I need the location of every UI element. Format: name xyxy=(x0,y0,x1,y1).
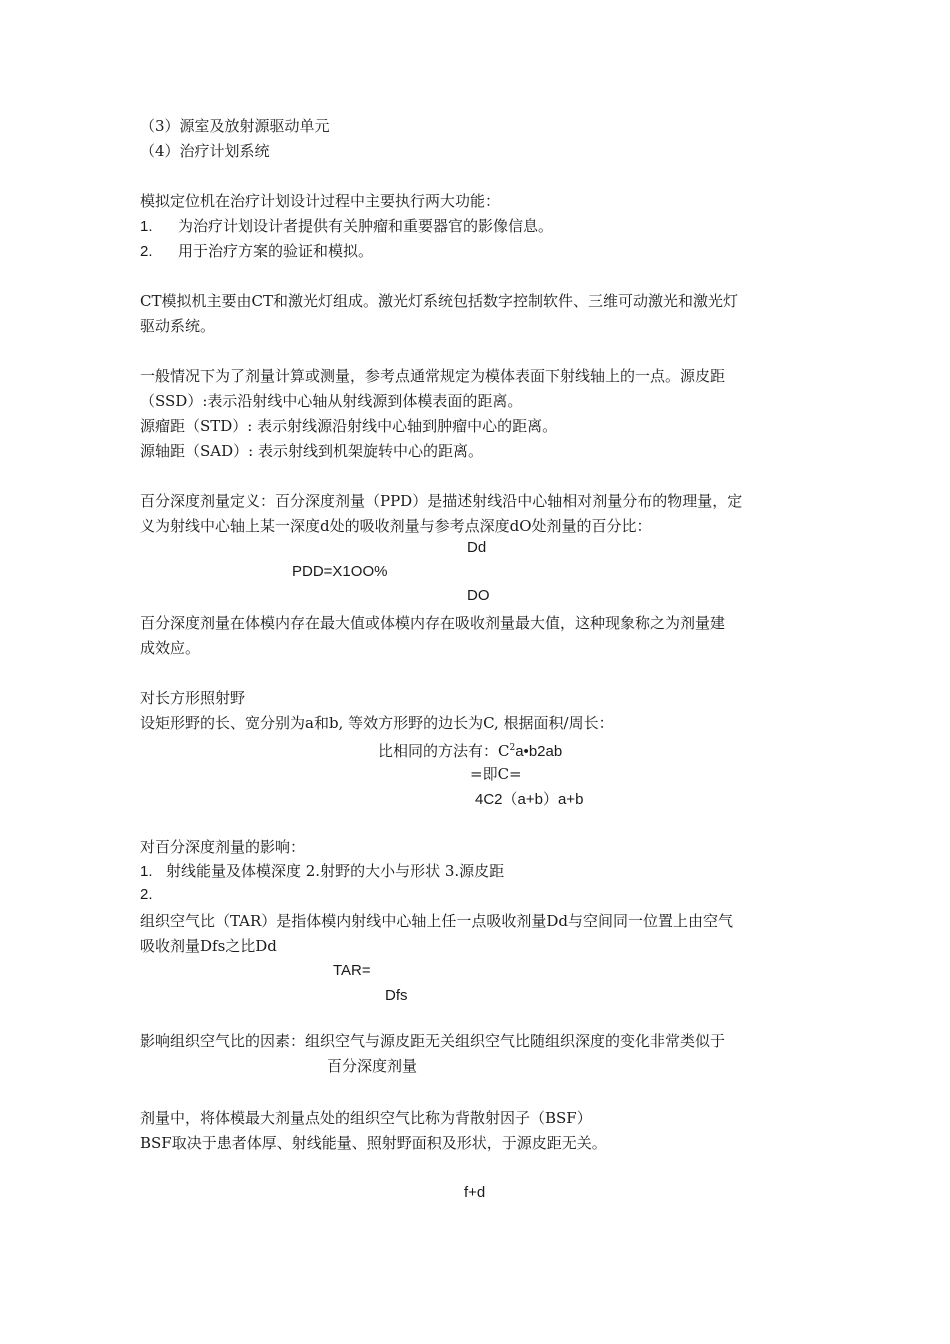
bsf-formula: f+d xyxy=(464,1184,486,1201)
equation-line-3: 4C2（a+b）a+b xyxy=(475,791,584,808)
equivalent-square-equation xyxy=(378,738,562,762)
sad-definition: 源轴距（SAD）: 表示射线到机架旋转中心的距离。 xyxy=(140,442,483,460)
tar-denominator: Dfs xyxy=(385,987,408,1004)
tar-factors-line-2: 百分深度剂量 xyxy=(327,1057,418,1075)
equation-superscript: 2 xyxy=(509,743,516,753)
item-text: 为治疗计划设计者提供有关肿瘤和重要器官的影像信息。 xyxy=(178,217,554,235)
ct-paragraph-line-1: CT模拟机主要由CT和激光灯组成。激光灯系统包括数字控制软件、三维可动激光和激光灯 xyxy=(140,292,738,310)
buildup-line-2: 成效应。 xyxy=(140,639,201,657)
tar-formula: TAR= xyxy=(333,962,371,979)
item-number: 1. xyxy=(140,218,153,235)
ppd-definition-line-1: 百分深度剂量定义：百分深度剂量（PPD）是描述射线沿中心轴相对剂量分布的物理量，定 xyxy=(140,492,743,510)
item-number: 2. xyxy=(140,243,153,260)
bsf-definition: 剂量中，将体模最大剂量点处的组织空气比称为背散射因子（BSF） xyxy=(140,1109,592,1127)
pdd-denominator: DO xyxy=(467,587,490,604)
influence-item-2: 2. xyxy=(140,886,153,903)
std-definition: 源瘤距（STD）: 表示射线源沿射线中心轴到肿瘤中心的距离。 xyxy=(140,417,558,435)
pdd-numerator: Dd xyxy=(467,539,487,556)
item-text: 射线能量及体模深度 2.射野的大小与形状 3.源皮距 xyxy=(166,862,505,880)
list-item-3: （3）源室及放射源驱动单元 xyxy=(140,117,330,135)
simulator-item-2 xyxy=(140,241,373,262)
rect-field-line-1: 设矩形野的长、宽分别为a和b, 等效方形野的边长为C, 根据面积/周长： xyxy=(140,714,614,732)
equation-prefix: 比相同的方法有：C xyxy=(378,742,510,760)
buildup-line-1: 百分深度剂量在体模内存在最大值或体模内存在吸收剂量最大值，这种现象称之为剂量建 xyxy=(140,614,726,632)
influence-item-1 xyxy=(140,861,504,882)
ppd-definition-line-2: 义为射线中心轴上某一深度d处的吸收剂量与参考点深度dO处剂量的百分比： xyxy=(140,517,652,535)
ct-paragraph-line-2: 驱动系统。 xyxy=(140,317,216,335)
equation-suffix: a•b2ab xyxy=(515,743,563,760)
tar-definition-line-2: 吸收剂量Dfs之比Dd xyxy=(140,937,277,955)
tar-definition-line-1: 组织空气比（TAR）是指体模内射线中心轴上任一点吸收剂量Dd与空间同一位置上由空气 xyxy=(140,912,733,930)
simulator-intro: 模拟定位机在治疗计划设计过程中主要执行两大功能： xyxy=(140,192,501,210)
pdd-formula: PDD=X1OO% xyxy=(292,563,388,580)
equation-line-2: =即C= xyxy=(470,765,522,783)
tar-factors-line-1: 影响组织空气比的因素：组织空气与源皮距无关组织空气比随组织深度的变化非常类似于 xyxy=(140,1032,726,1050)
influence-title: 对百分深度剂量的影响： xyxy=(140,838,306,856)
item-number: 1. xyxy=(140,863,153,880)
rect-field-title: 对长方形照射野 xyxy=(140,689,246,707)
ssd-definition: （SSD）:表示沿射线中心轴从射线源到体模表面的距离。 xyxy=(140,392,523,410)
list-item-4: （4）治疗计划系统 xyxy=(140,142,270,160)
bsf-dependence: BSF取决于患者体厚、射线能量、照射野面积及形状，于源皮距无关。 xyxy=(140,1134,607,1152)
reference-point-line-1: 一般情况下为了剂量计算或测量，参考点通常规定为模体表面下射线轴上的一点。源皮距 xyxy=(140,367,726,385)
item-text: 用于治疗方案的验证和模拟。 xyxy=(178,242,374,260)
simulator-item-1 xyxy=(140,216,553,237)
